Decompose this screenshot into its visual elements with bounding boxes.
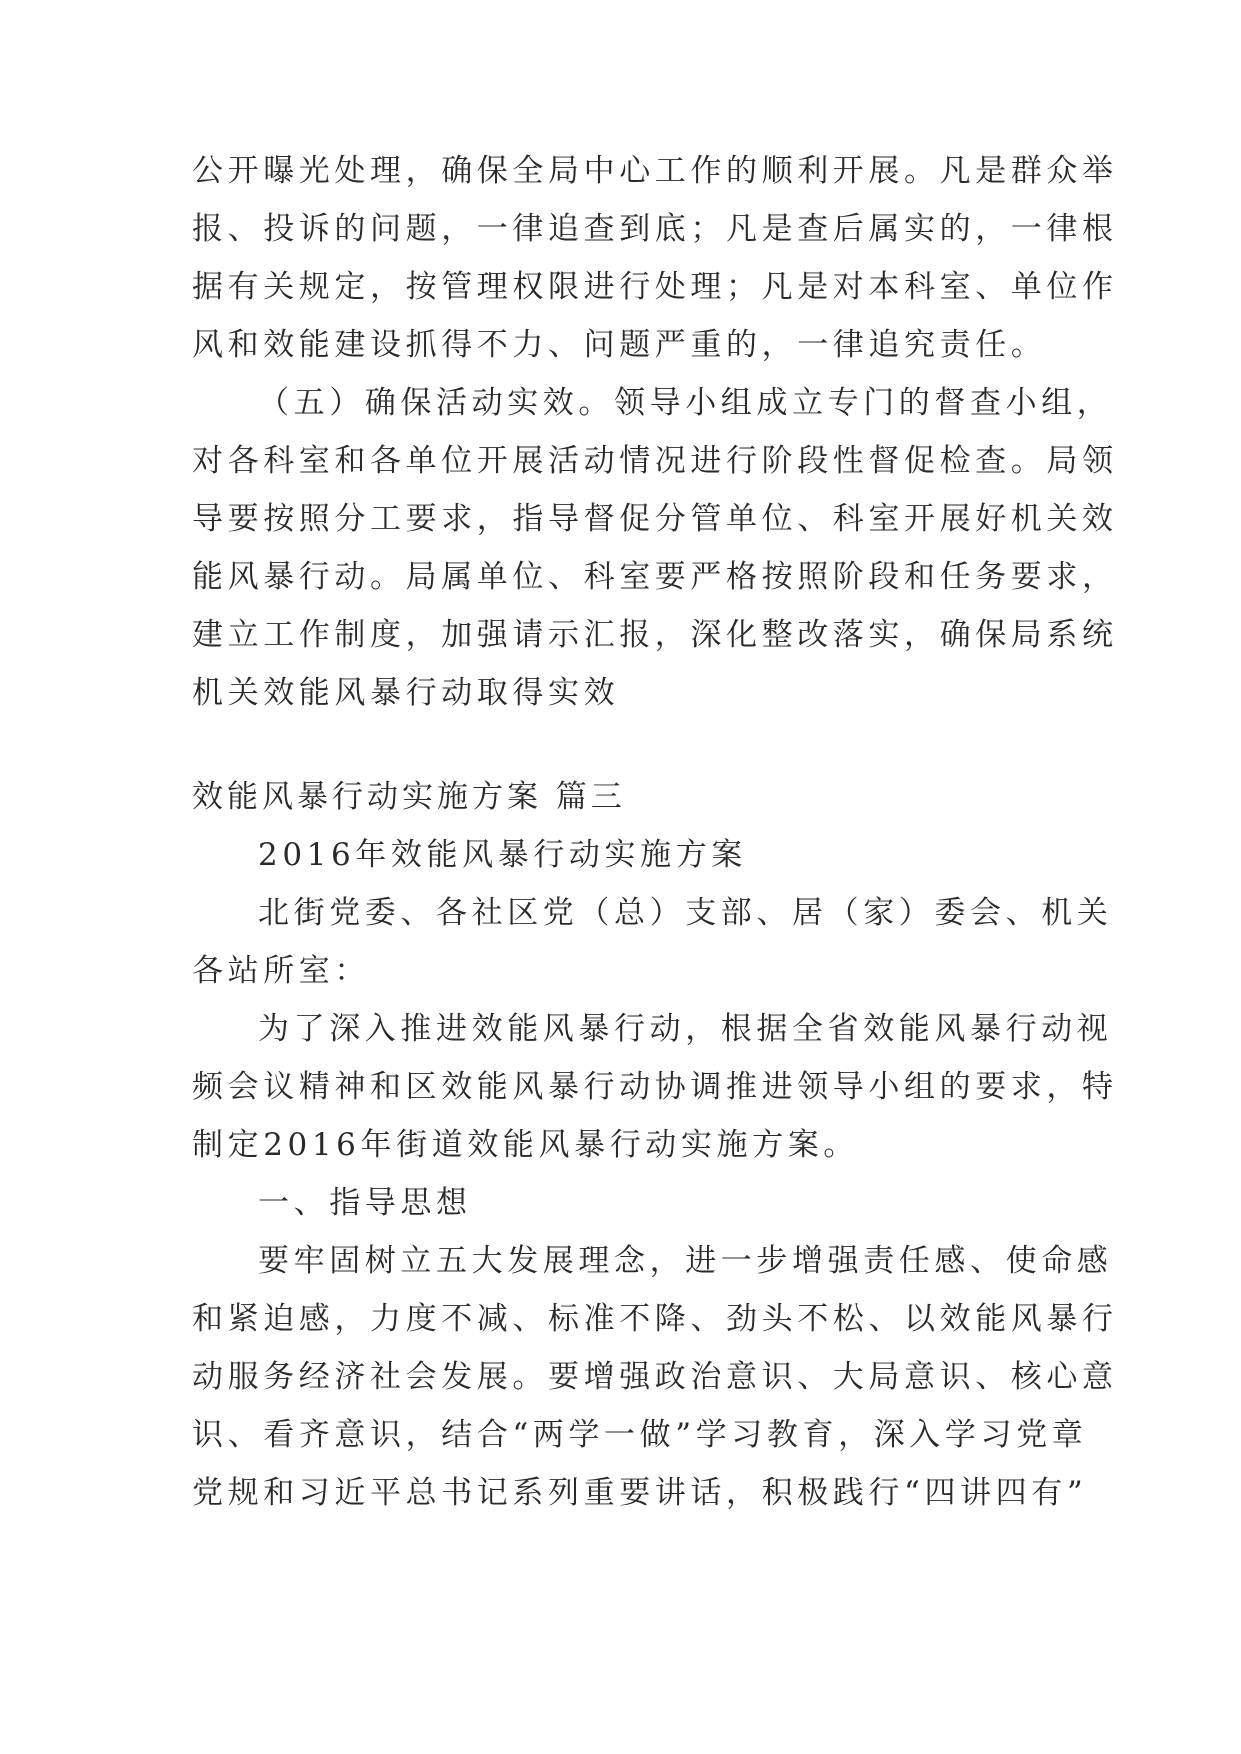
text-line: 北街党委、各社区党（总）支部、居（家）委会、机关	[258, 895, 1113, 931]
text-line: 制定2016年街道效能风暴行动实施方案。	[192, 1127, 859, 1163]
text-line: 导要按照分工要求，指导督促分管单位、科室开展好机关效	[192, 501, 1118, 537]
paragraph-block-2	[192, 826, 1118, 1522]
text-line: 各站所室：	[192, 953, 370, 989]
subsection-heading: 一、指导思想	[258, 1185, 472, 1221]
text-line: 党规和习近平总书记系列重要讲话，积极践行“四讲四有”	[192, 1475, 1088, 1511]
text-line: 为了深入推进效能风暴行动，根据全省效能风暴行动视	[258, 1011, 1113, 1047]
paragraph-block-1	[192, 142, 1118, 722]
text-line: 机关效能风暴行动取得实效	[192, 675, 620, 711]
doc-title: 2016年效能风暴行动实施方案	[258, 837, 747, 873]
text-line: 报、投诉的问题，一律追查到底；凡是查后属实的，一律根	[192, 211, 1118, 247]
text-line: 识、看齐意识，结合“两学一做”学习教育，深入学习党章	[192, 1417, 1088, 1453]
text-line: 频会议精神和区效能风暴行动协调推进领导小组的要求，特	[192, 1069, 1118, 1105]
text-line: 和紧迫感，力度不减、标准不降、劲头不松、以效能风暴行	[192, 1301, 1118, 1337]
text-line: 动服务经济社会发展。要增强政治意识、大局意识、核心意	[192, 1359, 1118, 1395]
text-line: 要牢固树立五大发展理念，进一步增强责任感、使命感	[258, 1243, 1113, 1279]
text-line: 据有关规定，按管理权限进行处理；凡是对本科室、单位作	[192, 269, 1118, 305]
text-line: 公开曝光处理，确保全局中心工作的顺利开展。凡是群众举	[192, 153, 1118, 189]
text-line: 风和效能建设抓得不力、问题严重的，一律追究责任。	[192, 327, 1047, 363]
text-line: （五）确保活动实效。领导小组成立专门的督查小组，	[258, 385, 1113, 421]
section-heading: 效能风暴行动实施方案 篇三	[192, 779, 626, 815]
text-line: 对各科室和各单位开展活动情况进行阶段性督促检查。局领	[192, 443, 1118, 479]
text-line: 建立工作制度，加强请示汇报，深化整改落实，确保局系统	[192, 617, 1118, 653]
text-line: 能风暴行动。局属单位、科室要严格按照阶段和任务要求，	[192, 559, 1118, 595]
